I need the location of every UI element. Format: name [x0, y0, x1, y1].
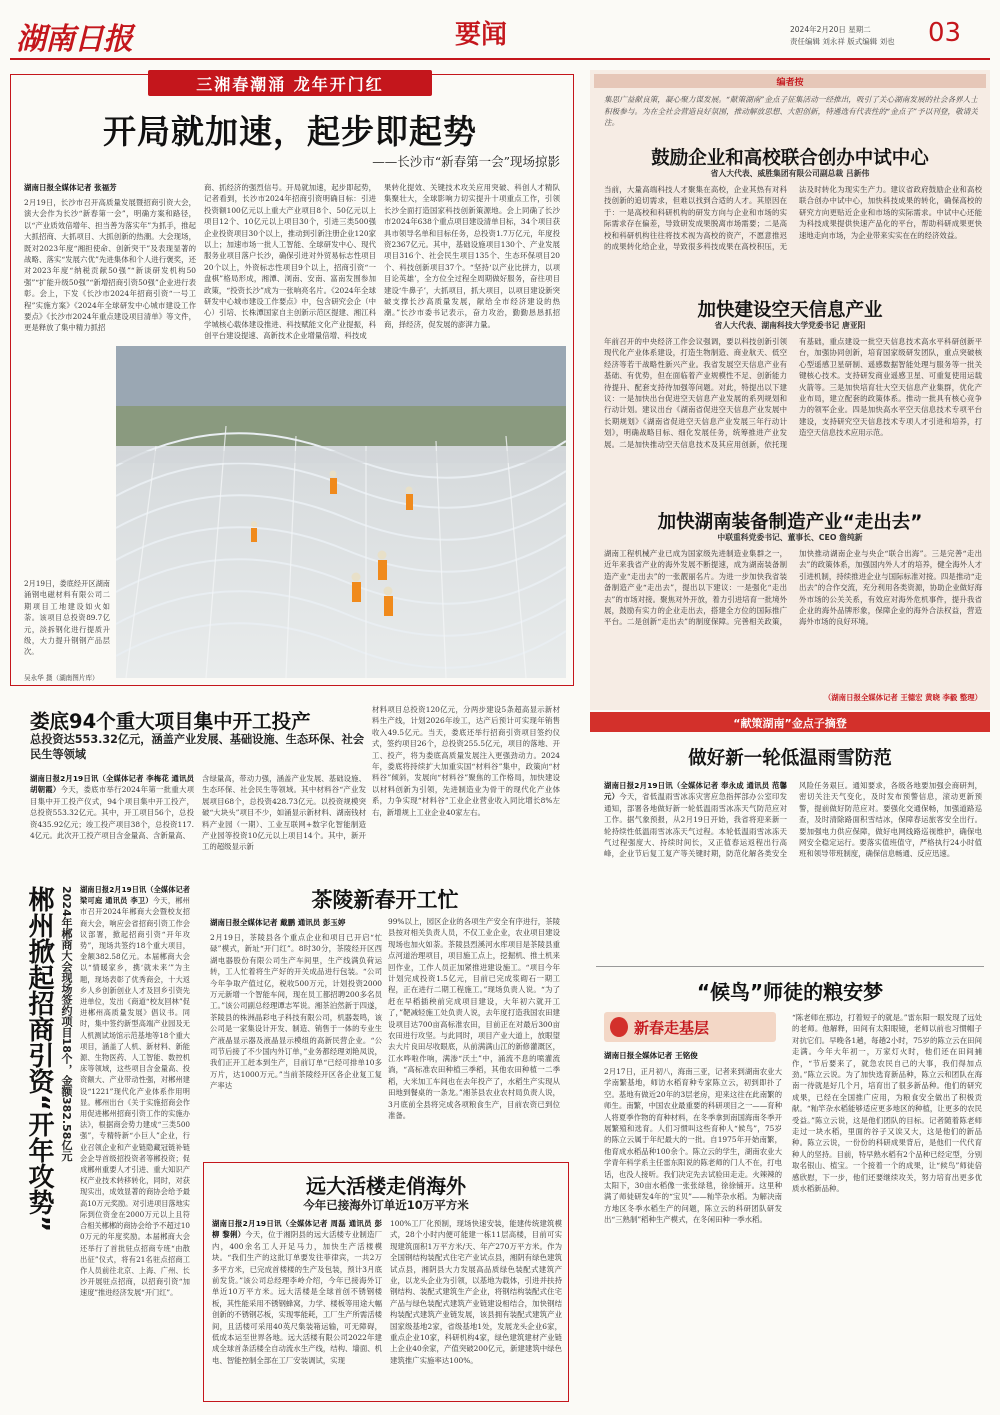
- idea2-headline: 加快建设空天信息产业: [697, 300, 883, 321]
- digest-banner: [590, 712, 990, 732]
- main-col-1: 2月19日，长沙市召开高质量发展暨招商引资大会，演大会作为长沙“新春第一会”，明确方案和路径，以“产业质效倍增年、担当善为落实年”为抓手，推起大抓招商、大抓项目、大抓创新的热潮。大会现场，既对2023年度“湘担使命、创新突干”及表现显著的战略、落实“发展六优”先进集体和个人进行褒奖，还对2023年度“纳税贡献50强”“新谈研发机构50强”“扩能升级50强”“新增招商引资50强”企业进行表彰。会上，下发《长沙市2024年招商引资“一号工程”实施方案》《2024年全球研发中心城市建设工作要点》《长沙市2024年重点建设项目清单》等文件，更是释放了集中精力抓招: [24, 198, 196, 333]
- editors-line: 责任编辑 刘永祥 版式编辑 刘也: [790, 37, 895, 46]
- yuanda-col-2: 100%工厂化预制，现场快速安装，能建传统建筑模式，28个小时内便可能建一栋11层高楼，目前可实现建筑面积1万平方米/天、年产270万平方米。作为全国钢结构装配式住宅产业试点县，湘阴有绿色建筑试点县，湘阴县大力发展高品质绿色装配式建筑产业，以龙头企业为引领，以基地为载体，引进并扶持钢结构、装配式建筑生产企业，将钢结构装配式住宅产品与绿色装配式建筑产业链建设相结合，加快钢结构装配式建筑产业链发展，该县拥有装配式建筑产业国家级基地2家，省级基地1处，发展龙头企业6家，重点企业10家，科研机构4家，绿色建筑建材产业链上企业40余家，产值突破200亿元，新建建筑中绿色建筑推广实施率达100%。: [390, 1219, 562, 1365]
- idea3-author: 中联重科党委书记、董事长、CEO 詹纯新: [717, 533, 863, 542]
- bird-logo-text: 新春走基层: [634, 1019, 710, 1037]
- loudi-col-1: [30, 773, 194, 873]
- yuanda-subhead: 今年已接海外订单近10万平方米: [303, 1198, 469, 1212]
- photo-caption: 2月19日，娄底经开区湖南涌钢电磁材料有限公司二期项目工地建设如火如荼。该项目总投资89.7亿元，淡拆钢化进行提质升级，大力提升钢钢产品层次。: [24, 579, 110, 657]
- chaling-col-2: 99%以上，园区企业的各项生产安全有序进行，茶陵县按对相关负责人员，不仅工业企业，农业项目建设现场也加火如荼。茶陵县烈溪河水库项目是茶陵县重点河道治理项目，项目施工点上，挖掘机、推土机来回作业，工作人员正加紧推进建设施工。“项目今年计划完成投资1.5亿元，目前已完成浆砌石一期工程，正在进行二期工程施工。”现场负责人说。“为了赶在早稻插秧前完成项目建设，大年初六就开工了，”靶减轻施工处负责人说，去年度打造我国农田建设项目达700亩高标准农田，目前正在对最后300亩农田进行攻坚。与此同时，项目产业大道上，放眼望去大片良田尽收眼底，从前满满山江的新修灌溉区，江水哗啦作响，满渗“沃土”中，涌流不息的喷灌流淌，“高标准农田种植三季稻，其他农田种植一二季稻，大米加工车间也在去年投产了，水稻生产实现从田地到餐桌的一条龙。”湘茶县农业农村局负责人说，3月底前全县将完成各项粮食生产，目前农资已到位准备。: [388, 917, 560, 1120]
- masthead: [0, 0, 1000, 62]
- newspaper-logo: 湖南日报: [16, 22, 132, 57]
- right-divider: [596, 966, 984, 967]
- chaling-byline: 湖南日报全媒体记者 戴鹏 通讯员 彭玉婷: [210, 918, 346, 927]
- construction-photo: [116, 346, 566, 678]
- loudi-col-3: 材料项目总投资120亿元，分两步建设5条超高显示新材料生产线，计划2026年竣工，达产后预计可实现年销售收入49.5亿元。当天，娄底还举行招商引资项目签约仪式，签约项目26个，总投资255.5亿元，项目的落地、开工、投产，将为娄底高质量发展注入更强劲动力。2024年，娄底将持续扩大加重实国“材料谷”集中，政策向“材料谷”倾斜，发展向“材料谷”聚焦的工作格局，加快建设以材料创新为引领，先进制造业为骨干的现代化产业体系，力争实现“材料谷”工业企业营业收入同比增长8%左右，新增规上工业企业40家左右。: [372, 705, 560, 817]
- greenhouse-roof-illustration: [116, 346, 566, 678]
- chenzhou-body-text: 今天，郴州市召开2024年郴商大会暨校友招商大会，响应会省招商引资工作会议部署，掀起招商引资“开年攻势”，现场共签约18个重大项目，金额382.58亿元。本届郴商大会以“情暖家乡，携‘就未来’”为主题，现场表彰了优秀商会，十大返乡人乡创新创业人才及回乡引资先进单位，发出《商道“校友回林”促进郴州高质量发展》倡议书。同时，集中签约新型高端产业园及无人机测试场馆示范基地等18个重大项目，涵盖了人机、新材料、新能源、生物医药、人工智能、数控机床等领域，这些项目含金量高、投资额大、产业带动性强，对郴州建设“1221”现代化产业体系作用明显。郴州出台《关于实施招商会作用促进郴州招商引资工作的实施办法》，根据商会势力建成“三类500强”，专精特新“小巨人”企业，行业召领企业和产业链隐藏冠链补链会企导首级招投资者等郴投资；促成郴州重要人才引进、重大知识产权产业技术转移转化，同时，对获现实出，成效显著的商协会给予最高10万元奖励。对引进项目落地实际到位资金在2000万元以上且符合相关郴郴的商协会给予不超过100万元的年度奖励。本届郴商大会还举行了首批驻点招商专班“由散出征”仪式，将有21名驻点招商工作人员前往北京、上海、广州、长沙开展驻点招商，以招商引资“加速度”推进经济发展“开门红”。: [80, 896, 190, 1298]
- yuanda-byline: 湖南日报2月19日讯（全媒体记者 周磊 通讯员 彭柳 黎俐）: [212, 1219, 382, 1240]
- main-subhead: ——长沙市“新春第一会”现场掠影: [372, 154, 560, 169]
- loudi-byline: 湖南日报2月19日讯（全媒体记者 李梅花 通讯员 胡朝霞）: [30, 774, 194, 795]
- loudi-col-1-text: 今天，娄底市举行2024年第一批重大项目集中开工投产仪式，94个项目集中开工投产，总投资553.32亿元。其中，开工项目56个，总投资435.92亿元；竣工投产项目38个，总投资117.4亿元。此次开工投产项目含金量高、含新量高、: [30, 785, 194, 841]
- editor-note-tag: [594, 74, 986, 88]
- chaling-col-1: 2月19日，茶陵县各个重点企业和项目已开启“忙碌”模式，新址“开门红”。8时30分，茶陵经开区西湖电器股份有限公司生产车间里，生产线满负荷运转，工人忙着将生产好的开关成品进行包装。“公司今年争取产值过亿，税收500万元，计划投资2000万元新增一个智能车间，现在员工都招聘200多名员工。”该公司副总经理谭志军说。湘茶泊然新于四遂，茶陵县的株洲晶彩电子科技有限公司，机器轰鸣，该公司是一家集设计开发、制造、销售于一体的专业生产液晶显示器及液晶显示模组的高新民营企业。“公司节后接了不少国内外订单，”业务都经理刘艳凤说，我们正开工赶本到生产，目前订单“已经可排单10多万片，达1000万元。”当前茶陵经开区各企业复工复产率达: [210, 933, 382, 1091]
- yuanda-headline: 远大活楼走俏海外: [306, 1174, 466, 1198]
- date-line: 2024年2月20日 星期二: [790, 25, 871, 34]
- bird-col-1: 2月17日，正月初八，海南三亚，记者来到湖南农业大学南繁基地，师访水稻育种专家陈立云，初到即扑了空。基地有做近20年的3层老房，迎来这往在此南繁的师生。南繁，中国农业最重要的科研项目之一——育种人将夏季作物的育种材料，在冬季拿到南国海南冬季开展繁殖和选育。人们习惯叫这些育种人“候鸟”，75岁的陈立云属于年纪最大的一批。自1975年开始南繁，他育成水稻品种100余个。陈立云的学生，湖南农业大学青年科学系主任雷东阳说的陈老师的门人不在，打电话，也没人接听。我们决定先去试验田走走。火辣辣的太阳下，30亩水稻像一张张绿毯，徐徐铺开。这里种满了师徒研发4年的“宝贝”——籼竿杂水稻。为解决南方地区冬季水稻生产的问题，陈立云的科研团队研发出“三熟制”稻种生产模式，在冬闲田种一季水稻。: [604, 1067, 782, 1225]
- lantern-icon: [610, 1017, 628, 1037]
- snow-body-text: 今天，省低温雨雪冰冻灾害应急指挥部办公室印发通知，部署各地做好新一轮低温雨雪冰冻天气防范应对工作。据气象预报，从2月19日开始，我省将迎来新一轮持续性低温雨雪冰冻天气过程。本轮低温雨雪冰冻天气过程强度大、持续时间长，又正值春运返程出行高峰，企业节后复工复产等关键时期，防范化解各类安全风险任务艰巨。通知要求，各级各地要加强会商研判，密切关注天气变化，及时发布预警信息，滚动更新预警，提前做好防范应对。要强化交通保畅，加强道路巡查，及时清除路面积雪结冰，保障春运旅客安全出行。要加强电力供应保障，做好电网线路巡视维护，确保电网安全稳定运行。要落实值班值守，严格执行24小时值班和领导带班制度，确保信息畅通、反应迅速。: [604, 781, 982, 859]
- idea1-author: 省人大代表、威胜集团有限公司副总裁 吕新伟: [710, 169, 870, 178]
- photo-credit: 吴永华 摄（湖南图片库）: [24, 674, 99, 682]
- main-byline: 湖南日报全媒体记者 张福芳: [24, 183, 117, 192]
- top-banner: [148, 70, 432, 96]
- idea3-headline: 加快湖南装备制造产业“走出去”: [657, 512, 923, 533]
- digest-banner-text: “献策湖南”金点子摘登: [733, 717, 847, 730]
- main-col-2: 商、抓经济的强烈信号。开局就加速，起步即起势，记者看到，长沙市2024年招商引资明确目标：引进投资额100亿元以上重大产业项目8个、50亿元以上项目12个、10亿元以上项目30个，引进三类500强企业投资项目30个以上，推动到引新注册企业120家以上；加速市场一批人工智能、全球研发中心、现代服务业项目落户长沙，确保引进对外贸易标志性项目20个以上，外资标志性项目9个以上，招商引资“一盘棋”格局形成，湘潭、浏南、安南、富南发围参加政策，“投资长沙”成为一张响亮名片。《2024年全球研发中心城市建设工作要点》中，包含研究会企（中心）引培、长株潭国家自主创新示范区提建、湘江科学城核心载体建设推进、科技赋能文化产业提振，科创平台建设提速、高新技术企业增量倍增、科技成: [204, 183, 376, 341]
- idea2-body: 年前召开的中央经济工作会议强调，要以科技创新引领现代化产业体系建设，打造生物制造、商业航天、低空经济等若干战略性新兴产业。我省发展空天信息产业有基础、有优势，但在面临着产业规模性不足、创新能力待提升、配套支持待加强等问题。对此，特提出以下建议：一是加快出台促进空天信息产业发展的系列规划和行动计划。建议出台《湖南省促进空天信息产业发展中长期规划》《湖南省促进空天信息产业发展三年行动计划》，明确战略目标、细化发展任务，统筹推进产业发展。二是加快推动空天信息技术及其应用创新，依托现有基础，重点建设一批空天信息技术高水平科研创新平台，加强协同创新，培育国家级研发团队，重点突破核心型遥感卫星研制、遥感数据智能处理与服务等一批关键核心技术。支持研发商业遥感卫星、可重复使用运载火箭等。三是加快培育壮大空天信息产业集群，优化产业布局，建立配套的政策体系。推动一批具有核心竞争力的领军企业。四是加快高水平空天信息技术专项平台建设，支持研究空天信息技术专项人才引进和培养，打造空天信息技术应用示范。: [604, 337, 982, 449]
- chenzhou-headline: 郴州掀起招商引资“开年攻势”: [24, 886, 54, 1233]
- idea1-body: 当前，大量高端科技人才聚集在高校，企业其热有对科技创新的追切需求，但难以找到合适的人才。其原因在于：一是高校和科研机构的研发方向与企业和市场的实际需求存在偏差，导致研发成果脱离市场需要；二是高校和科研机构往往将技术视为高校的资产，不愿意推迟的成果转化给企业，导致很多科技成果在高校积压，无法及时转化为现实生产力。建议省政府鼓励企业和高校联合创办中试中心，加快科技成果的转化，确保高校的研究方向更贴近企业和市场的实际需求。中试中心还能为科技成果提供快速产品化的平台，帮助科研成果更快速地走向市场，为企业带来实实在在的经济效益。: [604, 185, 982, 252]
- main-col-3: 果转化提效、关键技术攻关应用突破、科创人才精队集聚壮大，全球影响力切实提升十项重点工作，引领长沙全面打造国家科技创新策源地。会上同确了长沙市2024年638个重点项目建设清单目标，34个项目获具市领导名单和目标任务，总投资1.7万亿元，年度投资2367亿元。其中，基础设施项目130个、产业发展项目316个、社会民生项目135个、生态环保项目20个、科技创新项目37个。“坚持‘以产业比拼力，以项目论英雄’，全方位全过程全周期做好服务，奋往项目建设‘牛鼻子’，大抓项目，抓大项目，以项目建设新突破支撑长沙高质量发展，献给全市经济建设的热潮。”长沙市委书记表示，奋力攻治，勤勤恳恳抓招商，择经济，促发展的澎湃力量。: [384, 183, 560, 329]
- chenzhou-byline: 湖南日报2月19日讯（全媒体记者 梁可庭 通讯员 李卫）: [80, 885, 190, 906]
- snow-byline: 湖南日报2月19日讯（全媒体记者 奉永成 通讯员 范馨元）: [604, 781, 787, 802]
- loudi-subhead: 总投资达553.32亿元，涵盖产业发展、基础设施、生态环保、社会民生等领域: [30, 733, 365, 761]
- loudi-col-2: 含绿量高，带动力强，涵盖产业发展、基础设施、生态环保、社会民生等领域。其中材料谷“产业发展项目68个，总投资428.73亿元。以投资规模突破“大块头”项目不少，如涌显示新材料、湖南钱材料产业园（一期）、工业互联网+数字化智能制造产业园等投资10亿元以上项目14个。其中，新开工的超级显示新: [202, 774, 366, 852]
- chaling-headline: 茶陵新春开工忙: [311, 888, 459, 912]
- page-number: 03: [928, 18, 962, 48]
- editor-note: 集思广益献良策，凝心聚力谋发展。“献策湖南”金点子征集活动一经推出，吸引了关心湖南发展的社会各界人士积极参与。为在全社会营造良好氛围，推动解放思想、大胆创新，特遴选有代表性的“金点子”予以刊登，敬请关注。: [604, 95, 978, 128]
- loudi-headline: 娄底94个重大项目集中开工投产: [30, 710, 311, 733]
- section-name: 要闻: [455, 20, 508, 50]
- chenzhou-subhead: 2024年郴商大会现场签约项目18个，金额382.58亿元: [60, 886, 73, 1162]
- idea3-body: 湖南工程机械产业已成为国家级先进制造业集群之一，近年来我省产业的海外发展不断提速，成为湖南装备制造产业“走出去”的一张靓丽名片。为进一步加快我省装备制造产业“走出去”，提出以下建议：一是强化“走出去”的市场对接。聚焦对外开放，着力引进培育一批境外展，鼓励有实力的企业走出去，搭建全方位的国际推广平台。二是创新“走出去”的制度保障。完善相关政策，加快推动湖南企业与央企“联合出海”。三是完善“走出去”的政策体系，加强国内外人才的培养，健全海外人才引进机制，持续推进企业与国际标准对接。四是推动“走出去”的合作交流，充分利用各类资源，协助企业做好海外市场的公关关系，有效应对海外危机事件，提升我省企业的海外品牌形象，保障企业的海外合法权益，营造海外市场的良好环境。: [604, 549, 982, 627]
- main-headline: 开局就加速，起步即起势: [103, 112, 477, 151]
- top-banner-text: 三湘春潮涌 龙年开门红: [196, 75, 384, 94]
- bird-byline: 湖南日报全媒体记者 王铭俊: [604, 1051, 698, 1060]
- chenzhou-body: [80, 884, 190, 1394]
- editor-note-label: 编者按: [776, 78, 804, 88]
- bird-headline: “候鸟”师徒的粮安梦: [696, 980, 884, 1004]
- idea2-author: 省人大代表、湖南科技大学党委书记 唐亚阳: [714, 321, 866, 330]
- yuanda-col-1-text: 今天，位于湘阴县的远大活楼专业制造厂内，400余名工人开足马力，加快生产活楼模块。“我们生产的这批订单要发往菲律宾，一共2万多平方米，已完成首楼楼的生产及包装，预计3月底前发货。”该公司总经理李岭介绍，今年已接海外订单近10万平方米。远大活楼是全球首创不锈钢楼板，其性能采用不锈钢蜂窝，力学、楼板等用途大幅创新的不锈钢芯板，实现零能耗，工厂生产所需活楼间，且活楼可采用40英尺集装箱运输，可无障碍，低成本运至世界各地。远大活楼有限公司2022年建成全球首条活楼全自动流水生产线，结构、墙面、机电、智能控制全部在工厂安装调试，实现: [212, 1230, 382, 1365]
- idea1-headline: 鼓励企业和高校联合创办中试中心: [651, 148, 929, 169]
- snow-headline: 做好新一轮低温雨雪防范: [688, 748, 892, 769]
- bird-logo-block: [604, 1012, 776, 1042]
- masthead-rule: [10, 58, 990, 60]
- bird-col-2: “陈老师在那边，打着短子的就是。”雷东阳一眼发现了远处的老师。他解释，田间有太阳眼镜，老师以前也习惯帽子对抗它们。早晚各1趟，每趟2小时，75岁的陈立云在田间走满。今年大年初一，万家灯火时，他们还在田间捕作，“节后要来了，就急农民自己的大事，我们得加点劲。”陈立云说。为了加快选育新品种，陈立云和团队在海南一待就是好几个月，培育出了很多新品种。他们的研究成果，已经在全国推广应用，为粮食安全做出了积极贡献。“籼竿杂水稻能够适应更多地区的种植，让更多的农民受益。”陈立云说，这是他们团队的目标。记者随着陈老师走过一块水稻，里面的谷子又诶又大，这是他们的新品种。陈立云说，一份份的科研成果背后，是他们一代代育种人的坚持。目前，特早熟水稻有2个品种已经定型，分别取名银山、植宝。一个接着一个的成果，让“候鸟”师徒倍感欣慰，下一步，他们还要继续攻关，努力培育出更多优质水稻新品种。: [792, 1013, 982, 1194]
- snow-body: [604, 780, 982, 958]
- idea3-editors: （湖南日报全媒体记者 王德宏 黄晓 李毅 整理）: [823, 693, 982, 702]
- yuanda-col-1: [212, 1218, 382, 1396]
